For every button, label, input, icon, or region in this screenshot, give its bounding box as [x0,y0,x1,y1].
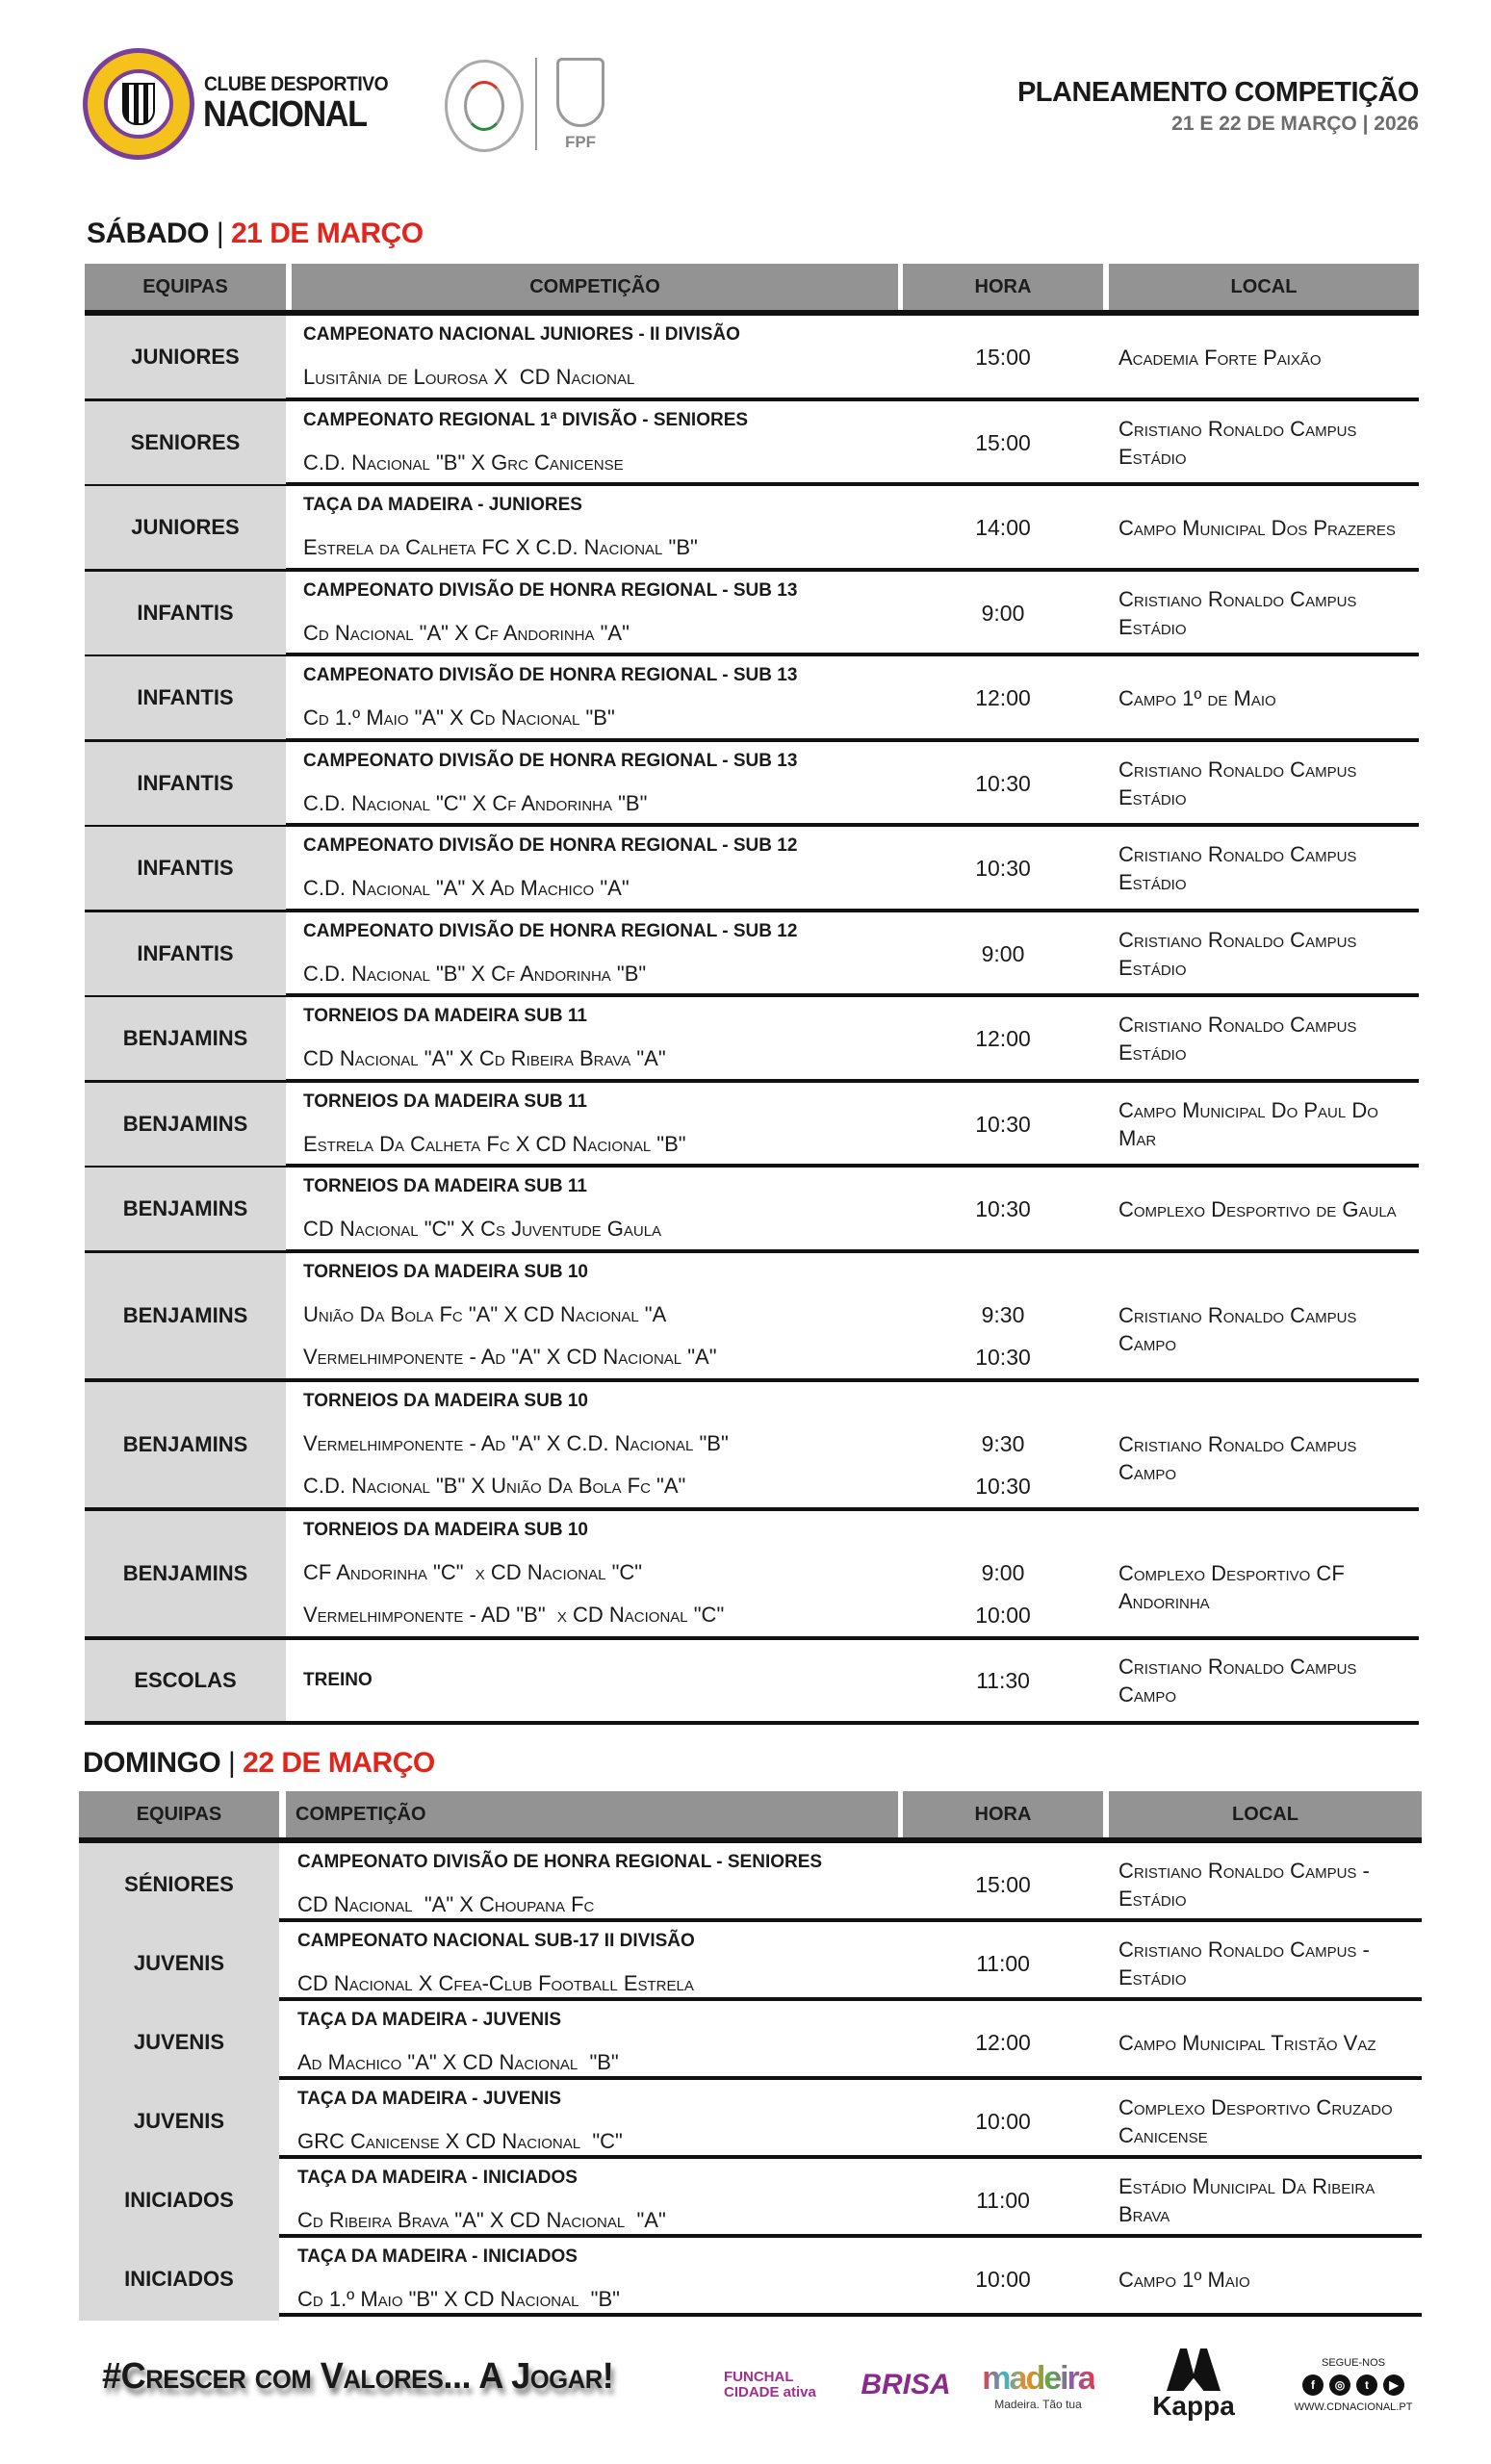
team-cell: BENJAMINS [85,1511,286,1636]
day-separator: | [228,1747,236,1779]
match-time: 11:00 [976,2188,1030,2213]
team-cell: BENJAMINS [85,1253,286,1378]
day-separator: | [216,218,224,249]
kappa-figures-icon [1160,2348,1227,2391]
competition-cell [292,742,898,825]
team-cell: BENJAMINS [85,1168,286,1250]
website-link[interactable]: WWW.CDNACIONAL.PT [1294,2401,1413,2413]
table-row [85,656,1419,742]
venue-cell: Cristiano Ronaldo Campus Estádio [1118,586,1357,639]
column-header-equipas: EQUIPAS [85,264,286,310]
match-teams: C.D. Nacional "B" X Cf Andorinha "B" [303,961,647,986]
match-time: 12:00 [975,2030,1031,2055]
venue-cell: Cristiano Ronaldo Campus - Estádio [1118,1938,1370,1989]
venue-cell: Complexo Desportivo CF Andorinha [1118,1560,1345,1613]
match-time: 9:00 [981,940,1025,966]
match-time: 9:30 [981,1301,1025,1327]
table-row [85,486,1419,572]
team-cell: JUVENIS [79,2080,279,2163]
match-time: 11:30 [976,1667,1030,1693]
time-cell [903,1922,1103,2005]
twitter-icon[interactable]: t [1356,2374,1377,2396]
sponsor-funchal-cidade-ativa-logo: FUNCHAL CIDADE ativa [724,2369,816,2400]
day-heading-sunday [83,1747,435,1780]
competition-title: CAMPEONATO DIVISÃO DE HONRA REGIONAL - SUB 12 [303,835,798,856]
competition-cell [292,572,898,654]
facebook-icon[interactable]: f [1302,2374,1324,2396]
column-gap [279,2001,286,2084]
table-row [85,742,1419,828]
match-time: 10:00 [975,1602,1031,1628]
match-teams: Cd Ribeira Brava "A" X CD Nacional "A" [297,2208,666,2232]
time-cell [903,997,1103,1080]
madeira-tagline: Madeira. Tão tua [994,2397,1082,2411]
sponsor-kappa-logo [1141,2339,1247,2431]
venue-cell: Cristiano Ronaldo Campus Estádio [1118,927,1357,980]
team-cell: BENJAMINS [85,997,286,1080]
competition-title: TAÇA DA MADEIRA - JUVENIS [297,2010,562,2030]
table-row [79,2080,1422,2159]
table-row [85,1083,1419,1168]
competition-title: CAMPEONATO NACIONAL SUB-17 II DIVISÃO [297,1931,695,1951]
match-time: 10:30 [975,1196,1031,1221]
competition-title: TAÇA DA MADEIRA - INICIADOS [297,2168,578,2188]
column-gap [279,1843,286,1926]
column-header-competicao: COMPETIÇÃO [286,1791,898,1837]
competition-title: TREINO [303,1669,373,1690]
team-cell: BENJAMINS [85,1382,286,1507]
table-row [85,827,1419,912]
competition-title: TORNEIOS DA MADEIRA SUB 10 [303,1390,588,1411]
kappa-wordmark: Kappa [1152,2391,1235,2421]
match-time: 14:00 [975,515,1031,540]
team-cell: INFANTIS [85,827,286,910]
team-cell: BENJAMINS [85,1083,286,1166]
competition-title: CAMPEONATO DIVISÃO DE HONRA REGIONAL - SUB 12 [303,920,798,941]
competition-cell [292,401,898,484]
time-cell [903,401,1103,484]
time-cell [903,1083,1103,1166]
table-row [85,572,1419,657]
competition-title: CAMPEONATO REGIONAL 1ª DIVISÃO - SENIORES [303,409,749,430]
match-teams: C.D. Nacional "B" X União Da Bola Fc "A" [303,1473,686,1498]
time-cell [903,2238,1103,2321]
club-name-line2: NACIONAL [203,94,367,135]
table-row [85,1640,1419,1726]
match-teams: CD Nacional "C" X Cs Juventude Gaula [303,1217,662,1241]
match-teams: Vermelhimponente - Ad "A" X CD Nacional "A" [303,1344,717,1369]
table-row [79,2159,1422,2238]
match-time: 15:00 [975,345,1031,370]
time-cell [903,1511,1103,1636]
competition-cell [292,1640,898,1722]
column-gap [279,2238,286,2321]
competition-cell [292,1083,898,1166]
competition-cell [292,656,898,739]
match-teams: CD Nacional "A" X Choupana Fc [297,1892,595,1916]
match-time: 10:30 [975,1344,1031,1370]
time-cell [903,1843,1103,1926]
fpf-label: FPF [564,133,597,151]
match-teams: CD Nacional "A" X Cd Ribeira Brava "A" [303,1046,666,1070]
venue-cell: Campo 1º Maio [1118,2267,1250,2292]
saturday-schedule-table [85,264,1419,1725]
match-time: 10:30 [975,1111,1031,1137]
competition-cell [286,2159,898,2242]
competition-cell [286,2238,898,2321]
match-teams: C.D. Nacional "C" X Cf Andorinha "B" [303,790,648,815]
competition-cell [286,1843,898,1926]
competition-cell [292,997,898,1080]
competition-cell [292,912,898,995]
table-row [79,1843,1422,1922]
team-cell: INFANTIS [85,912,286,995]
team-cell: INFANTIS [85,742,286,825]
club-name-line1: CLUBE DESPORTIVO [204,73,389,95]
competition-title: TORNEIOS DA MADEIRA SUB 10 [303,1261,588,1282]
match-teams: Estrela Da Calheta Fc X CD Nacional "B" [303,1131,686,1156]
match-teams: CD Nacional X Cfea-Club Football Estrela [297,1971,694,1995]
venue-cell: Cristiano Ronaldo Campus Estádio [1118,1013,1357,1065]
competition-title: CAMPEONATO DIVISÃO DE HONRA REGIONAL - SUB 13 [303,750,798,771]
competition-cell [292,1253,898,1378]
fpf-cross-icon [556,58,604,127]
competition-title: TORNEIOS DA MADEIRA SUB 11 [303,1091,587,1112]
logo-divider [535,58,537,150]
competition-cell [292,316,898,398]
venue-cell: Complexo Desportivo de Gaula [1118,1196,1397,1221]
match-time: 9:30 [981,1430,1025,1456]
competition-cell [286,2080,898,2163]
match-teams: Estrela da Calheta FC X C.D. Nacional "B" [303,535,698,559]
venue-cell: Academia Forte Paixão [1118,345,1322,370]
competition-cell [292,1511,898,1636]
match-teams: Cd 1.º Maio "A" X Cd Nacional "B" [303,706,615,730]
column-gap [279,1922,286,2005]
team-cell: JUVENIS [79,2001,279,2084]
venue-cell: Cristiano Ronaldo Campus Estádio [1118,416,1357,469]
venue-cell: Estádio Municipal Da Ribeira Brava [1118,2174,1375,2226]
table-row [85,997,1419,1083]
venue-cell: Campo Municipal Tristão Vaz [1118,2030,1376,2055]
competition-title: TORNEIOS DA MADEIRA SUB 11 [303,1006,587,1026]
match-time: 10:00 [975,2109,1031,2134]
match-time: 9:00 [981,1559,1025,1585]
document-subtitle: 21 E 22 DE MARÇO | 2026 [1171,113,1419,135]
competition-title: CAMPEONATO DIVISÃO DE HONRA REGIONAL - SUB 13 [303,665,798,685]
team-cell: SÉNIORES [79,1843,279,1926]
column-gap [279,2080,286,2163]
competition-title: CAMPEONATO DIVISÃO DE HONRA REGIONAL - SENIORES [297,1852,823,1872]
venue-cell: Campo 1º de Maio [1118,685,1276,710]
team-cell: INFANTIS [85,656,286,739]
match-teams: CF Andorinha "C" x CD Nacional "C" [303,1559,643,1584]
match-teams: C.D. Nacional "B" X Grc Canicense [303,449,624,475]
day-date: 21 DE MARÇO [231,218,424,249]
match-time: 10:30 [975,856,1031,881]
fpf-logo [553,58,608,154]
document-title: PLANEAMENTO COMPETIÇÃO [1016,77,1419,108]
competition-title: TORNEIOS DA MADEIRA SUB 11 [303,1176,587,1196]
time-cell [903,912,1103,995]
team-cell: INICIADOS [79,2159,279,2242]
time-cell [903,1168,1103,1250]
competition-title: TAÇA DA MADEIRA - JUVENIS [297,2089,562,2109]
team-cell: JUNIORES [85,316,286,398]
competition-cell [286,1922,898,2005]
table-header-row [85,264,1419,316]
competition-cell [292,827,898,910]
table-row [85,316,1419,401]
team-cell: INICIADOS [79,2238,279,2321]
venue-cell: Cristiano Ronaldo Campus Campo [1118,1302,1357,1355]
day-name: SÁBADO [87,218,210,249]
table-row [85,401,1419,487]
match-teams: Cd 1.º Maio "B" X CD Nacional "B" [297,2287,620,2311]
instagram-icon[interactable]: ◎ [1329,2374,1350,2396]
column-header-local: LOCAL [1109,1791,1422,1837]
table-row [85,912,1419,998]
match-time: 10:30 [975,770,1031,796]
madeira-wordmark: madeira [982,2359,1094,2397]
match-teams: C.D. Nacional "A" X Ad Machico "A" [303,876,630,900]
match-time: 12:00 [975,685,1031,710]
competition-title: TAÇA DA MADEIRA - JUNIORES [303,495,582,515]
table-row [85,1511,1419,1640]
table-row [79,2238,1422,2317]
match-time: 10:00 [975,2267,1031,2292]
time-cell [903,316,1103,398]
column-header-local: LOCAL [1109,264,1419,310]
table-row [79,1922,1422,2001]
match-time: 10:30 [975,1473,1031,1499]
competition-cell [292,1382,898,1507]
venue-cell: Cristiano Ronaldo Campus - Estádio [1118,1859,1370,1911]
time-cell [903,1253,1103,1378]
venue-cell: Complexo Desportivo Cruzado Canicense [1118,2095,1393,2147]
match-time: 15:00 [975,429,1031,455]
competition-title: TORNEIOS DA MADEIRA SUB 10 [303,1519,588,1540]
match-time: 15:00 [975,1872,1031,1897]
social-block [1286,2339,1421,2431]
match-teams: GRC Canicense X CD Nacional "C" [297,2129,623,2153]
column-gap [279,1791,286,1837]
time-cell [903,827,1103,910]
day-name: DOMINGO [83,1747,221,1779]
match-teams: Ad Machico "A" X CD Nacional "B" [297,2050,619,2074]
column-header-competicao: COMPETIÇÃO [292,264,898,310]
time-cell [903,1382,1103,1507]
venue-cell: Cristiano Ronaldo Campus Estádio [1118,757,1357,809]
competition-cell [292,1168,898,1250]
competition-cell [292,486,898,569]
venue-cell: Cristiano Ronaldo Campus Campo [1118,1654,1357,1707]
match-time: 12:00 [975,1026,1031,1051]
time-cell [903,2001,1103,2084]
venue-cell: Cristiano Ronaldo Campus Estádio [1118,842,1357,894]
competition-title: CAMPEONATO NACIONAL JUNIORES - II DIVISÃO [303,324,740,345]
competition-cell [286,2001,898,2084]
time-cell [903,656,1103,739]
social-label: SEGUE-NOS [1321,2357,1385,2369]
match-teams: Lusitânia de Lourosa X CD Nacional [303,365,635,389]
club-crest-logo [83,48,194,160]
match-teams: Vermelhimponente - Ad "A" X C.D. Nacional "B" [303,1430,729,1455]
match-teams: Vermelhimponente - AD "B" x CD Nacional "C" [303,1602,725,1627]
match-teams: União Da Bola Fc "A" X CD Nacional "A [303,1301,667,1326]
venue-cell: Cristiano Ronaldo Campus Campo [1118,1431,1357,1484]
time-cell [903,2159,1103,2242]
table-row [79,2001,1422,2080]
venue-cell: Campo Municipal Do Paul Do Mar [1118,1097,1378,1150]
column-header-equipas: EQUIPAS [79,1791,279,1837]
table-row [85,1253,1419,1382]
time-cell [903,742,1103,825]
column-header-hora: HORA [903,1791,1103,1837]
day-date: 22 DE MARÇO [243,1747,435,1779]
team-cell: JUNIORES [85,486,286,569]
table-header-row [79,1791,1422,1843]
table-row [85,1382,1419,1511]
team-cell: ESCOLAS [85,1640,286,1722]
competition-title: TAÇA DA MADEIRA - INICIADOS [297,2246,578,2267]
column-gap [279,2159,286,2242]
sponsor-madeira-logo [968,2339,1108,2431]
sunday-schedule-table [79,1791,1422,2317]
team-cell: INFANTIS [85,572,286,654]
time-cell [903,486,1103,569]
day-heading-saturday [87,218,424,250]
time-cell [903,2080,1103,2163]
venue-cell: Campo Municipal Dos Prazeres [1118,515,1396,540]
hashtag-slogan: #Crescer com Valores... A Jogar! [102,2356,614,2397]
youtube-icon[interactable]: ▶ [1383,2374,1404,2396]
match-time: 11:00 [976,1951,1030,1976]
team-cell: SENIORES [85,401,286,484]
certification-seal-logo [445,60,524,152]
sponsor-brisa-logo: BRISA [861,2369,951,2400]
team-cell: JUVENIS [79,1922,279,2005]
time-cell [903,1640,1103,1722]
time-cell [903,572,1103,654]
competition-title: CAMPEONATO DIVISÃO DE HONRA REGIONAL - SUB 13 [303,579,798,601]
table-row [85,1168,1419,1253]
match-teams: Cd Nacional "A" X Cf Andorinha "A" [303,620,630,645]
column-header-hora: HORA [903,264,1103,310]
match-time: 9:00 [981,600,1025,626]
